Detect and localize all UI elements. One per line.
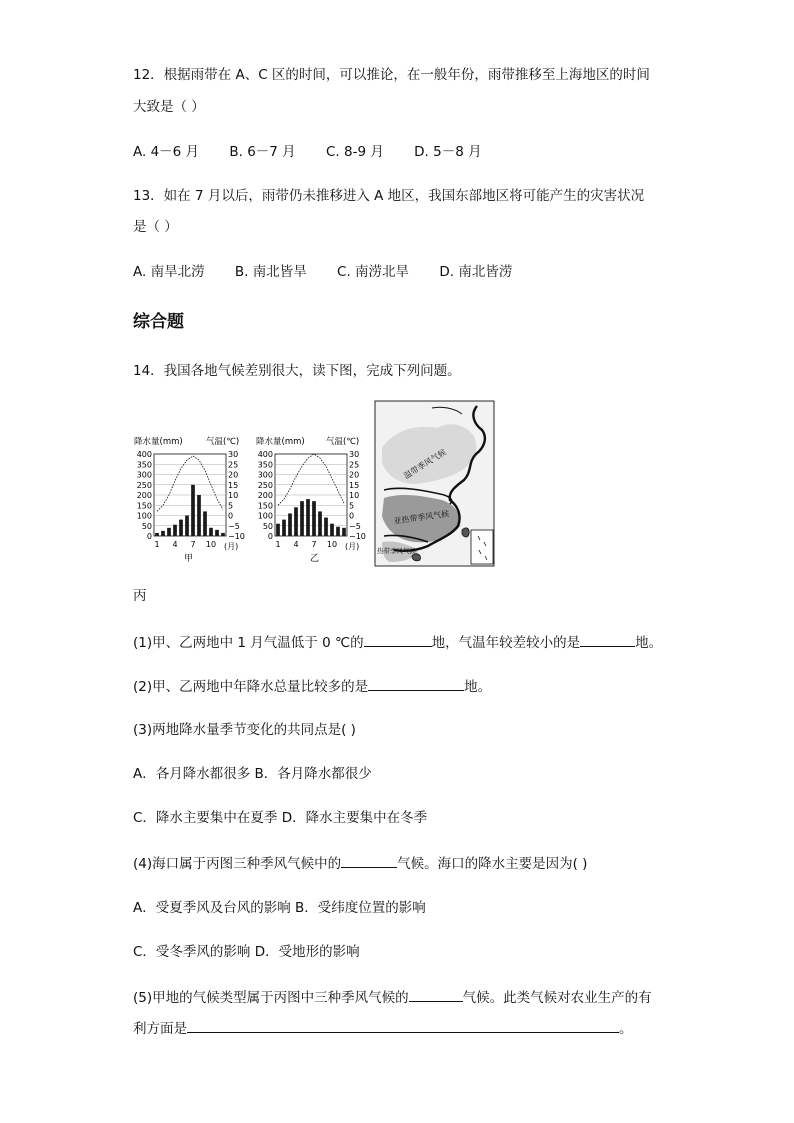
chart-yi-precip-bar [282, 520, 286, 536]
chart-jia-right-tick-label: 10 [228, 491, 239, 500]
chart-yi-right-tick-label: 10 [349, 491, 360, 500]
climate-map [375, 401, 494, 566]
q14-sub4-options-2: C．受冬季风的影响 D．受地形的影响 [133, 944, 360, 960]
chart-yi-right-tick-label: 15 [349, 480, 360, 490]
chart-jia-right-tick-label: −10 [228, 532, 245, 541]
q14-stem: 14．我国各地气候差别很大，读下图，完成下列问题。 [133, 363, 461, 379]
chart-jia-right-tick-label: −5 [228, 521, 240, 531]
chart-jia-precip-bar [173, 525, 177, 536]
chart-jia-precip-bar [179, 520, 183, 536]
chart-jia-right-axis-label: 气温(℃) [206, 437, 240, 447]
q14-sub4-text-a: (4)海口属于丙图三种季风气候中的 [133, 856, 342, 872]
q14-sub2-text-a: (2)甲、乙两地中年降水总量比较多的是 [133, 679, 369, 695]
map-taiwan [462, 528, 469, 537]
q13-options [133, 263, 538, 281]
q12-option-c: C. 8-9 月 [325, 144, 384, 160]
chart-jia-x-tick-label: 7 [190, 540, 196, 549]
q14-sub1-blank-2[interactable] [580, 633, 635, 647]
q14-sub5-text-a: (5)甲地的气候类型属于丙图中三种季风气候的 [133, 990, 409, 1006]
q12-option-b: B. 6－7 月 [229, 144, 296, 160]
q12-options [133, 143, 508, 161]
q14-sub3-options-2: C．降水主要集中在夏季 D．降水主要集中在冬季 [133, 810, 428, 826]
chart-jia-right-tick-label: 20 [228, 470, 239, 480]
q14-sub2-blank[interactable] [368, 677, 464, 691]
map-label-subtropical: 亚热带季风气候 [393, 509, 450, 526]
chart-yi-right-tick-label: 30 [349, 450, 360, 459]
q12-option-a: A. 4－6 月 [133, 144, 200, 160]
chart-yi-left-tick-label: 50 [262, 521, 273, 531]
chart-yi-precip-bar [312, 501, 316, 536]
figure-caption-bing: 丙 [133, 588, 147, 604]
q14-sub4-options-1: A．受夏季风及台风的影响 B．受纬度位置的影响 [133, 900, 426, 916]
q14-figure [132, 400, 496, 572]
chart-yi-precip-bar [276, 524, 280, 536]
chart-yi-left-tick-label: 300 [257, 470, 273, 480]
q14-sub4-blank[interactable] [341, 854, 397, 868]
q12-option-d: D. 5－8 月 [414, 144, 482, 160]
chart-jia-precip-bar [209, 528, 213, 536]
q13-option-a: A. 南旱北涝 [133, 264, 205, 280]
chart-yi-right-tick-label: 20 [349, 470, 360, 480]
chart-jia-left-tick-label: 350 [136, 460, 152, 470]
q14-sub2 [133, 677, 491, 696]
q13-option-b: B. 南北皆旱 [234, 264, 307, 280]
q13-stem-line1: 13．如在 7 月以后，雨带仍未推移进入 A 地区，我国东部地区将可能产生的灾害状况 [133, 188, 645, 204]
chart-yi [256, 436, 366, 564]
chart-jia-left-tick-label: 250 [136, 480, 152, 490]
chart-jia-left-tick-label: 300 [136, 470, 152, 480]
chart-yi-temperature-line [278, 454, 344, 505]
chart-jia-x-tick-label: 4 [172, 540, 178, 549]
q14-sub3: (3)两地降水量季节变化的共同点是( ) [133, 722, 356, 738]
chart-jia-left-tick-label: 400 [136, 450, 152, 459]
q14-sub1-text-a: (1)甲、乙两地中 1 月气温低于 0 ℃的 [133, 635, 364, 651]
chart-yi-left-axis-label: 降水量(mm) [256, 437, 305, 447]
q14-sub1-text-c: 地。 [635, 635, 663, 651]
chart-yi-x-tick-label: 4 [293, 540, 299, 549]
chart-yi-left-tick-label: 400 [257, 450, 273, 459]
q13-option-c: C. 南涝北旱 [337, 264, 410, 280]
chart-yi-left-tick-label: 250 [257, 480, 273, 490]
chart-yi-precip-bar [324, 518, 328, 536]
q14-sub5-blank-1[interactable] [409, 988, 463, 1002]
q14-sub1 [133, 633, 662, 652]
chart-jia-right-tick-label: 0 [228, 511, 234, 521]
q14-sub5-text-c: 利方面是 [133, 1021, 187, 1037]
chart-jia-precip-bar [167, 528, 171, 536]
chart-jia-left-tick-label: 200 [136, 491, 152, 500]
chart-yi-left-tick-label: 100 [257, 511, 273, 521]
section-title: 综合题 [133, 312, 184, 332]
q14-sub2-text-b: 地。 [464, 679, 492, 695]
chart-yi-precip-bar [330, 524, 334, 536]
chart-jia-x-unit: (月) [224, 542, 239, 551]
chart-yi-x-tick-label: 7 [311, 540, 317, 549]
chart-yi-precip-bar [342, 528, 346, 536]
climate-figure [132, 400, 496, 568]
chart-yi-precip-bar [288, 513, 292, 536]
chart-yi-precip-bar [306, 499, 310, 536]
chart-jia-precip-bar [161, 531, 165, 536]
chart-yi-right-tick-label: 0 [349, 511, 355, 521]
chart-yi-x-unit: (月) [345, 542, 360, 551]
chart-jia-left-tick-label: 150 [136, 501, 152, 511]
chart-yi-right-tick-label: 5 [349, 501, 355, 511]
q14-sub3-options-1: A．各月降水都很多 B．各月降水都很少 [133, 766, 372, 782]
q14-sub5-text-b: 气候。此类气候对农业生产的有 [462, 990, 652, 1006]
chart-yi-left-tick-label: 350 [257, 460, 273, 470]
chart-yi-right-tick-label: −10 [349, 532, 366, 541]
chart-yi-left-tick-label: 0 [267, 532, 273, 541]
q12-stem-line2: 大致是（ ） [133, 99, 205, 115]
chart-jia-precip-bar [203, 511, 207, 536]
chart-yi-precip-bar [336, 527, 340, 536]
chart-yi-left-tick-label: 200 [257, 491, 273, 500]
q12-stem-line1: 12．根据雨带在 A、C 区的时间，可以推论，在一般年份，雨带推移至上海地区的时间 [133, 67, 650, 83]
chart-jia-precip-bar [215, 530, 219, 536]
chart-jia-right-tick-label: 15 [228, 480, 239, 490]
chart-jia-precip-bar [197, 495, 201, 536]
chart-yi-right-tick-label: 25 [349, 460, 360, 470]
chart-jia-right-tick-label: 30 [228, 450, 239, 459]
chart-jia-left-tick-label: 100 [136, 511, 152, 521]
chart-yi-left-tick-label: 150 [257, 501, 273, 511]
q14-sub1-text-b: 地，气温年较差较小的是 [431, 635, 581, 651]
chart-jia-x-tick-label: 1 [154, 540, 160, 549]
chart-yi-right-axis-label: 气温(℃) [326, 437, 360, 447]
chart-yi-caption: 乙 [310, 554, 320, 564]
chart-yi-precip-bar [294, 507, 298, 536]
chart-jia-precip-bar [191, 485, 195, 536]
chart-yi-precip-bar [318, 511, 322, 536]
chart-yi-x-tick-label: 1 [275, 540, 281, 549]
chart-yi-right-tick-label: −5 [349, 521, 361, 531]
chart-jia-precip-bar [155, 533, 159, 536]
chart-jia-right-tick-label: 5 [228, 501, 234, 511]
chart-jia-left-tick-label: 50 [141, 521, 152, 531]
chart-jia-left-axis-label: 降水量(mm) [134, 437, 183, 447]
chart-jia-caption: 甲 [184, 554, 194, 564]
map-label-tropical: 热带季风气候 [377, 547, 416, 555]
chart-jia [134, 436, 245, 564]
q14-sub4 [133, 854, 587, 873]
q13-option-d: D. 南北皆涝 [439, 264, 513, 280]
chart-jia-x-tick-label: 10 [205, 540, 217, 549]
chart-jia-precip-bar [221, 533, 225, 536]
chart-jia-right-tick-label: 25 [228, 460, 239, 470]
q14-sub5-text-d: 。 [619, 1021, 633, 1037]
q14-sub5-line1 [133, 988, 652, 1007]
q14-sub5-line2 [133, 1019, 633, 1038]
chart-yi-x-tick-label: 10 [326, 540, 338, 549]
chart-yi-precip-bar [300, 501, 304, 536]
q14-sub4-text-b: 气候。海口的降水主要是因为( ) [397, 856, 588, 872]
q14-sub1-blank-1[interactable] [364, 633, 432, 647]
chart-jia-left-tick-label: 0 [146, 532, 152, 541]
chart-jia-precip-bar [185, 516, 189, 537]
q13-stem-line2: 是（ ） [133, 219, 178, 235]
map-south-china-sea-inset [471, 530, 493, 564]
q14-sub5-blank-2[interactable] [187, 1019, 619, 1033]
map-label-temperate: 温带季风气候 [402, 447, 448, 481]
